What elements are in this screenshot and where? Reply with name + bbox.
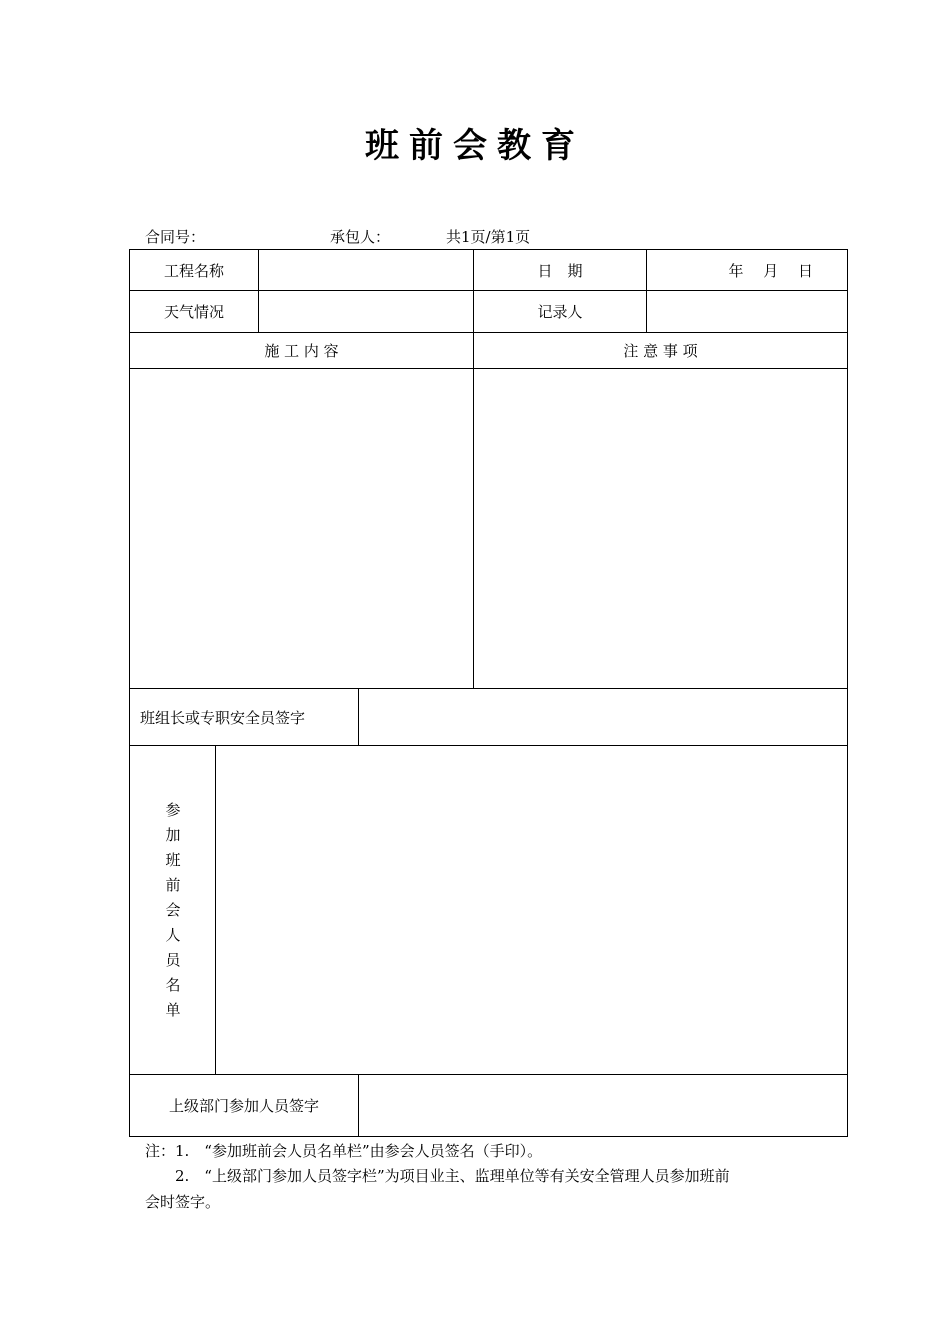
page-info: 共1页/第1页 bbox=[446, 228, 531, 246]
attendees-label-char: 员 bbox=[165, 950, 181, 969]
attendees-label-char: 单 bbox=[165, 1000, 181, 1019]
date-label: 日 期 bbox=[537, 261, 583, 280]
recorder-label: 记录人 bbox=[537, 303, 583, 321]
recorder-field[interactable] bbox=[647, 291, 847, 332]
attendees-label-char: 参 bbox=[165, 800, 181, 819]
footnote-1: 注：1. “参加班前会人员名单栏”由参会人员签名（手印）。 bbox=[145, 1142, 543, 1160]
contractor-label: 承包人： bbox=[330, 228, 391, 246]
date-field[interactable]: 年 月 日 bbox=[728, 261, 813, 280]
attendees-label-char: 班 bbox=[165, 850, 181, 869]
construction-content-area[interactable] bbox=[130, 369, 473, 688]
footnote-3: 会时签字。 bbox=[145, 1193, 221, 1211]
attendees-label-char: 加 bbox=[165, 825, 181, 844]
weather-label: 天气情况 bbox=[163, 303, 224, 321]
attendees-label-char: 会 bbox=[165, 900, 181, 919]
attendees-label bbox=[130, 746, 216, 1074]
notes-header: 注 意 事 项 bbox=[623, 342, 698, 360]
attendees-label-char: 人 bbox=[165, 925, 181, 944]
attendees-label-char: 前 bbox=[165, 875, 181, 894]
superior-signature-label: 上级部门参加人员签字 bbox=[168, 1097, 319, 1115]
weather-field[interactable] bbox=[259, 291, 473, 332]
superior-signature-field[interactable] bbox=[359, 1075, 847, 1136]
page-title: 班前会教育 bbox=[365, 126, 585, 166]
leader-signature-field[interactable] bbox=[359, 689, 847, 745]
project-name-label: 工程名称 bbox=[163, 261, 224, 280]
contract-number-label: 合同号： bbox=[145, 228, 206, 246]
construction-content-header: 施 工 内 容 bbox=[264, 342, 339, 360]
attendees-label-char: 名 bbox=[165, 975, 181, 994]
attendees-signature-area[interactable] bbox=[216, 746, 847, 1074]
project-name-field[interactable] bbox=[259, 250, 473, 290]
leader-signature-label: 班组长或专职安全员签字 bbox=[140, 708, 306, 727]
footnote-2: 2. “上级部门参加人员签字栏”为项目业主、监理单位等有关安全管理人员参加班前 bbox=[175, 1167, 730, 1185]
notes-content-area[interactable] bbox=[474, 369, 847, 688]
